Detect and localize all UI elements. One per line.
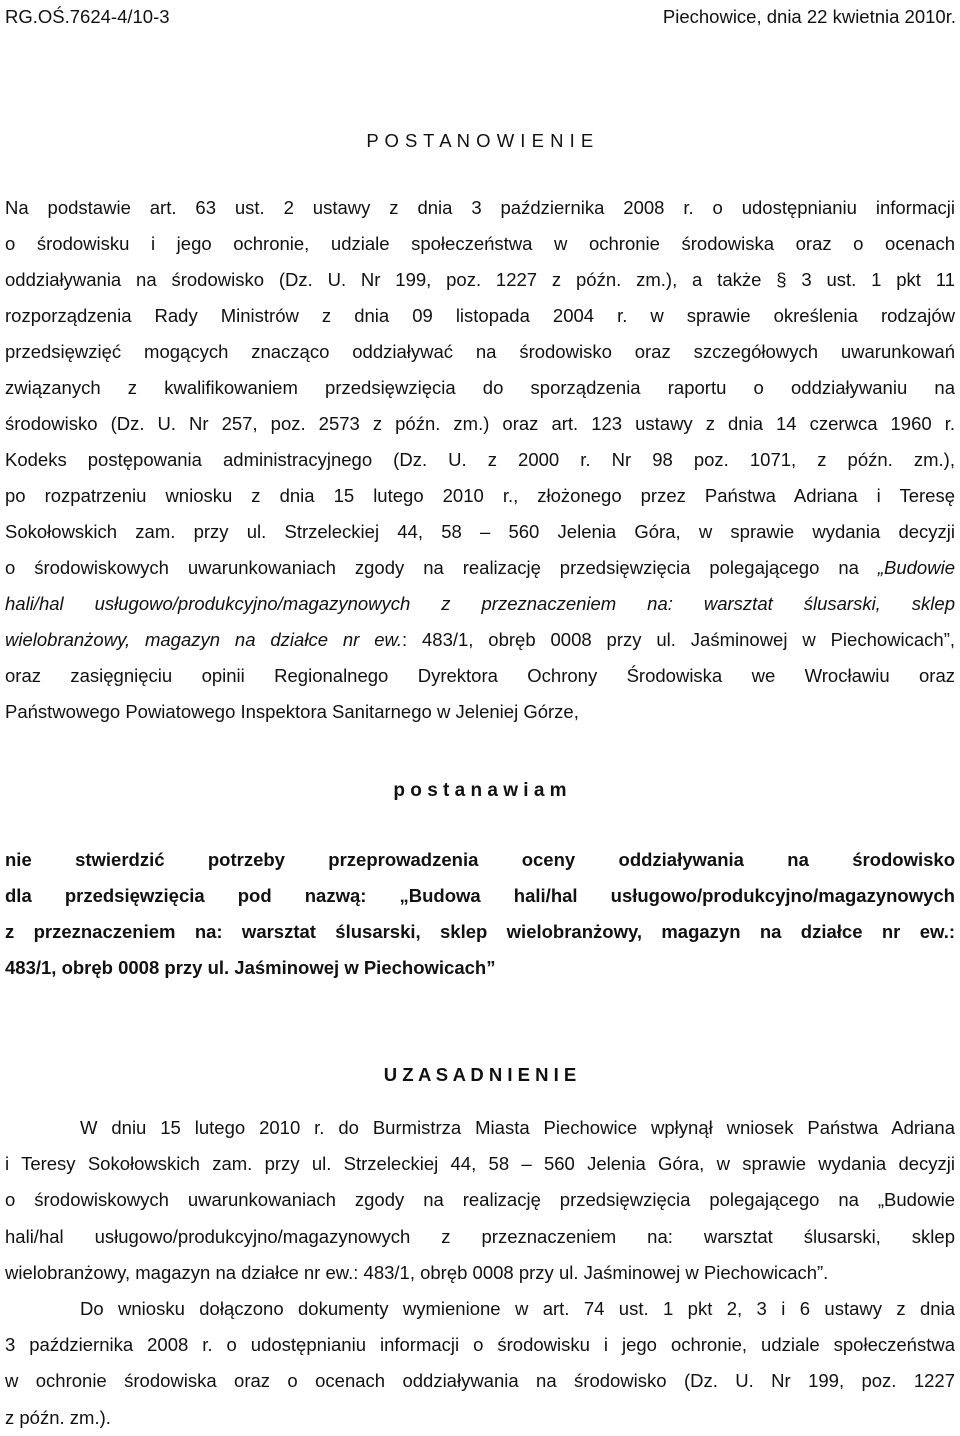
paragraph-line: i Teresy Sokołowskich zam. przy ul. Strzeleckiej 44, 58 – 560 Jelenia Góra, w sprawie wydania decyzji [5,1153,955,1175]
decision-paragraph [5,842,955,986]
paragraph-line: związanych z kwalifikowaniem przedsięwzięcia do sporządzenia raportu o oddziaływaniu na [5,377,955,398]
paragraph-line: 3 października 2008 r. o udostępnianiu informacji o środowisku i jego ochronie, udziale społeczeństwa [5,1334,955,1356]
paragraph-line [5,550,955,586]
document-header [5,6,956,28]
line-text: : 483/1, obręb 0008 przy ul. Jaśminowej w Piechowicach”, [401,629,955,650]
paragraph-line: o środowiskowych uwarunkowaniach zgody na realizację przedsięwzięcia polegającego na „Budowie [5,1189,955,1211]
paragraph-line: Do wniosku dołączono dokumenty wymienione w art. 74 ust. 1 pkt 2, 3 i 6 ustawy z dnia [80,1298,955,1320]
paragraph-line: hali/hal usługowo/produkcyjno/magazynowych z przeznaczeniem na: warsztat ślusarski, sklep [5,1225,955,1247]
place-and-date: Piechowice, dnia 22 kwietnia 2010r. [662,6,956,27]
project-name-italic: hali/hal usługowo/produkcyjno/magazynowych z przeznaczeniem na: warsztat ślusarski, sklep [5,593,955,614]
paragraph-line: Sokołowskich zam. przy ul. Strzeleckiej 44, 58 – 560 Jelenia Góra, w sprawie wydania decyzji [5,521,955,542]
project-name-italic: wielobranżowy, magazyn na działce nr ew. [5,629,402,650]
paragraph-line: przedsięwzięć mogących znacząco oddziaływać na środowisko oraz szczegółowych uwarunkowań [5,341,955,362]
paragraph-line: w ochronie środowiska oraz o ocenach oddziaływania na środowisko (Dz. U. Nr 199, poz. 1227 [5,1370,955,1392]
paragraph-line: Państwowego Powiatowego Inspektora Sanitarnego w Jeleniej Górze, [5,701,579,722]
line-text: o środowiskowych uwarunkowaniach zgody na realizację przedsięwzięcia polegającego na [5,557,878,578]
justification-paragraph [5,1110,955,1436]
paragraph-line: wielobranżowy, magazyn na działce nr ew.: 483/1, obręb 0008 przy ul. Jaśminowej w Piechowicach”. [5,1261,829,1283]
paragraph-line: dla przedsięwzięcia pod nazwą: „Budowa hali/hal usługowo/produkcyjno/magazynowych [5,885,955,906]
paragraph-line: nie stwierdzić potrzeby przeprowadzenia oceny oddziaływania na środowisko [5,849,955,870]
paragraph-line: rozporządzenia Rady Ministrów z dnia 09 listopada 2004 r. w sprawie określenia rodzajów [5,305,955,326]
paragraph-line: Na podstawie art. 63 ust. 2 ustawy z dnia 3 października 2008 r. o udostępnianiu informacji [5,197,955,218]
paragraph-line: Kodeks postępowania administracyjnego (Dz. U. z 2000 r. Nr 98 poz. 1071, z późn. zm.), [5,449,955,470]
paragraph-line: W dniu 15 lutego 2010 r. do Burmistrza Miasta Piechowice wpłynął wniosek Państwa Adriana [80,1117,955,1138]
paragraph-line: 483/1, obręb 0008 przy ul. Jaśminowej w Piechowicach” [5,957,496,978]
justification-heading: U Z A S A D N I E N I E [383,1064,577,1085]
paragraph-line: z późn. zm.). [5,1406,111,1428]
reference-number: RG.OŚ.7624-4/10-3 [5,6,170,27]
project-name-italic: „Budowie [877,557,955,578]
paragraph-line: środowisko (Dz. U. Nr 257, poz. 2573 z późn. zm.) oraz art. 123 ustawy z dnia 14 czerwca 1960 r. [5,413,955,434]
document-title: P O S T A N O W I E N I E [366,130,594,151]
legal-basis-paragraph [5,190,955,730]
paragraph-line: o środowisku i jego ochronie, udziale społeczeństwa w ochronie środowiska oraz o ocenach [5,233,955,254]
paragraph-line: oddziaływania na środowisko (Dz. U. Nr 199, poz. 1227 z późn. zm.), a także § 3 ust. 1 pkt 11 [5,269,955,290]
paragraph-line: oraz zasięgnięciu opinii Regionalnego Dyrektora Ochrony Środowiska we Wrocławiu oraz [5,665,955,686]
paragraph-line: po rozpatrzeniu wniosku z dnia 15 lutego 2010 r., złożonego przez Państwa Adriana i Teresę [5,485,955,506]
paragraph-line [5,622,955,658]
paragraph-line: z przeznaczeniem na: warsztat ślusarski, sklep wielobranżowy, magazyn na działce nr ew.: [5,921,955,942]
decision-heading: p o s t a n a w i a m [393,780,567,801]
